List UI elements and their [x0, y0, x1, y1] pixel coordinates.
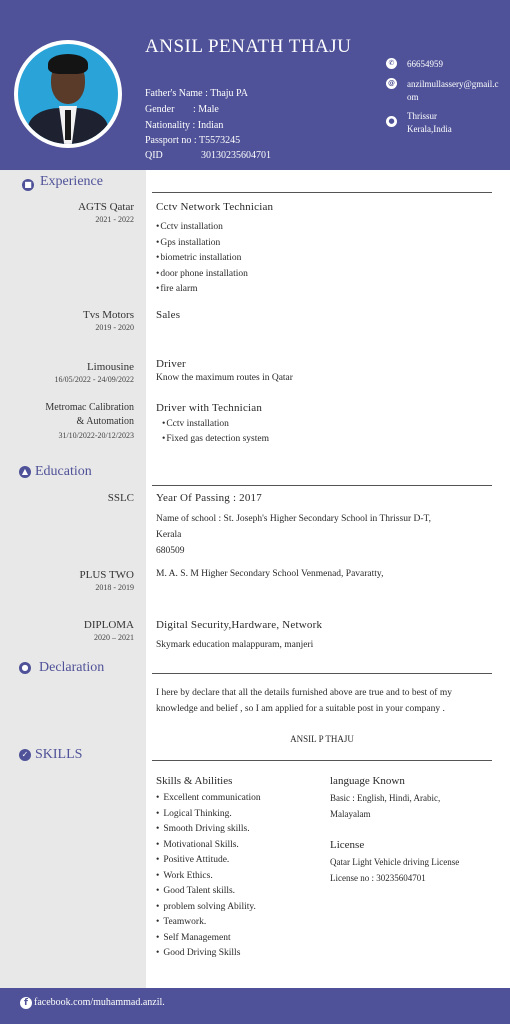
header-banner: [0, 0, 510, 170]
list-item: • biometric installation: [156, 251, 248, 267]
phone-icon: ✆: [386, 58, 397, 69]
license-number: License no : 30235604701: [330, 873, 426, 883]
passport-value: T5573245: [199, 135, 241, 146]
language-basic: Basic : English, Hindi, Arabic,: [330, 793, 441, 803]
skills-abilities-heading: Skills & Abilities: [156, 775, 233, 787]
edu-line-diploma: Skymark education malappuram, manjeri: [156, 640, 314, 650]
exp-company-name-line2: & Automation: [76, 416, 134, 427]
skills-heading: SKILLS: [35, 747, 83, 762]
experience-icon: ■: [22, 179, 34, 191]
experience-heading: Experience: [40, 174, 103, 189]
exp-company-limousine: [54, 361, 134, 384]
email-text: anzilmullassery@gmail.com: [407, 79, 499, 102]
fathers-name-row: [145, 88, 248, 99]
license-type: Qatar Light Vehicle driving License: [330, 857, 460, 867]
email-icon: @: [388, 79, 395, 87]
candidate-name: ANSIL PENATH THAJU: [145, 36, 352, 57]
exp-duties-agts: [156, 220, 248, 298]
facebook-icon: f: [20, 997, 32, 1009]
education-icon: ▲: [19, 466, 31, 478]
edu-course-sslc: [108, 492, 134, 504]
declaration-icon: ●: [19, 662, 31, 674]
list-item: • door phone installation: [156, 267, 248, 283]
list-item: • Cctv installation: [156, 220, 248, 236]
edu-course-diploma: [84, 619, 134, 642]
list-item: • Teamwork.: [156, 915, 261, 931]
exp-company-tvs: [83, 309, 134, 332]
skills-divider: [152, 760, 492, 761]
qid-value: 30130235604701: [201, 150, 271, 161]
exp-role-limousine: Driver: [156, 358, 186, 370]
fathers-name-value: Thaju PA: [210, 88, 248, 99]
list-item: • Positive Attitude.: [156, 853, 261, 869]
exp-date: 2021 - 2022: [95, 215, 134, 224]
exp-date: 16/05/2022 - 24/09/2022: [54, 375, 134, 384]
edu-heading-sslc: Year Of Passing : 2017: [156, 492, 262, 504]
edu-school-pin: 680509: [156, 546, 185, 556]
qid-row: [145, 150, 271, 161]
declaration-divider: [152, 673, 492, 674]
exp-company-name: Limousine: [86, 361, 134, 373]
list-item: • Gps installation: [156, 236, 248, 252]
fathers-name-label: Father's Name :: [145, 88, 208, 99]
edu-course-name: SSLC: [107, 492, 134, 504]
skills-icon: ✓: [19, 749, 31, 761]
edu-date: 2020 – 2021: [94, 633, 134, 642]
nationality-row: [145, 120, 223, 131]
list-item: • problem solving Ability.: [156, 900, 261, 916]
list-item: • Cctv installation: [162, 417, 269, 432]
exp-company-name: Metromac Calibration: [45, 402, 134, 413]
list-item: • fire alarm: [156, 282, 248, 298]
facebook-link[interactable]: facebook.com/muhammad.anzil.: [34, 997, 165, 1008]
gender-row: [145, 104, 219, 115]
gender-value: : Male: [193, 104, 219, 115]
education-divider: [152, 485, 492, 486]
edu-date: 2018 - 2019: [95, 583, 134, 592]
exp-role-metromac: Driver with Technician: [156, 402, 263, 414]
edu-heading-plustwo: M. A. S. M Higher Secondary School Venmenad, Pavaratty,: [156, 569, 384, 579]
exp-company-metromac: [45, 401, 134, 443]
list-item: • Logical Thinking.: [156, 807, 261, 823]
exp-date: 31/10/2022-20/12/2023: [58, 431, 134, 440]
list-item: • Good Driving Skills: [156, 946, 261, 962]
edu-heading-diploma: Digital Security,Hardware, Network: [156, 619, 323, 631]
exp-duties-metromac: [162, 417, 269, 446]
profile-photo: [14, 40, 122, 148]
language-heading: language Known: [330, 775, 405, 787]
declaration-text: I here by declare that all the details furnished above are true and to best of my knowledge and belief , so I am applied for a suitable post in your company .: [156, 688, 452, 714]
exp-detail-limousine: Know the maximum routes in Qatar: [156, 373, 293, 383]
edu-details-sslc: [156, 511, 431, 559]
passport-label: Passport no :: [145, 135, 197, 146]
edu-course-name: DIPLOMA: [83, 619, 134, 631]
skills-list: [156, 791, 261, 962]
edu-course-name: PLUS TWO: [79, 569, 134, 581]
license-heading: License: [330, 839, 365, 851]
gender-label: Gender: [145, 104, 175, 115]
footer-bar: [0, 988, 510, 1024]
exp-role-tvs: Sales: [156, 309, 181, 321]
list-item: • Motivational Skills.: [156, 838, 261, 854]
exp-company-name: AGTS Qatar: [78, 201, 134, 213]
qid-label: QID: [145, 150, 163, 161]
exp-company-name: Tvs Motors: [82, 309, 134, 321]
language-basic-line2: Malayalam: [330, 809, 371, 819]
list-item: • Smooth Driving skills.: [156, 822, 261, 838]
edu-school-state: Kerala: [156, 530, 182, 540]
education-heading: Education: [35, 464, 92, 479]
experience-divider: [152, 192, 492, 193]
declaration-heading: Declaration: [39, 660, 105, 675]
address-text: Thrissur Kerala,India: [407, 111, 452, 134]
list-item: • Fixed gas detection system: [162, 432, 269, 447]
exp-role-agts: Cctv Network Technician: [156, 201, 274, 213]
declaration-signature: ANSIL P THAJU: [290, 734, 354, 744]
list-item: • Good Talent skills.: [156, 884, 261, 900]
exp-company-agts: [78, 201, 134, 224]
edu-school-name: Name of school : St. Joseph's Higher Secondary School in Thrissur D-T,: [156, 514, 431, 524]
list-item: • Excellent communication: [156, 791, 261, 807]
nationality-value: Indian: [197, 120, 224, 131]
license-details: [330, 854, 490, 886]
language-details: [330, 790, 490, 822]
exp-date: 2019 - 2020: [95, 323, 134, 332]
phone-text: 66654959: [407, 59, 443, 69]
list-item: • Work Ethics.: [156, 869, 261, 885]
list-item: • Self Management: [156, 931, 261, 947]
passport-row: [145, 135, 240, 146]
location-icon: ●: [386, 116, 397, 127]
edu-course-plustwo: [80, 569, 135, 592]
nationality-label: Nationality :: [145, 120, 196, 131]
